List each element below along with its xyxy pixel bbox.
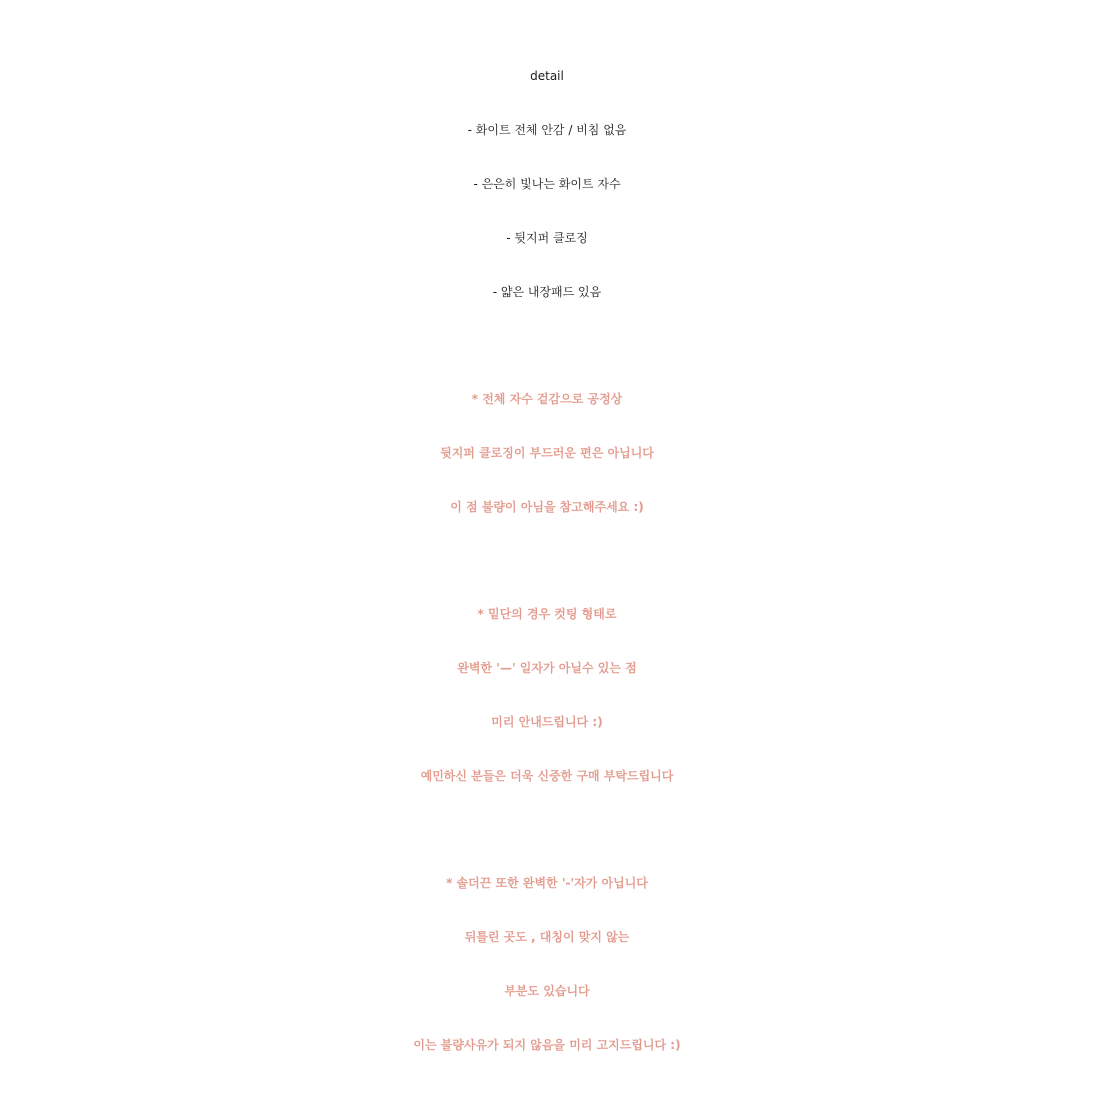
note-line: * 솔더끈 또한 완벽한 '-'자가 아닙니다 (446, 876, 648, 890)
detail-item-lining: - 화이트 전체 안감 / 비침 없음 (467, 123, 627, 137)
note-line: 미리 안내드립니다 :) (491, 715, 603, 729)
detail-title: detail (530, 69, 564, 83)
note-line: * 밑단의 경우 컷팅 형태로 (477, 607, 617, 621)
note-line: 이 점 불량이 아님을 참고해주세요 :) (450, 500, 644, 514)
note-line: * 전체 자수 겉감으로 공정상 (471, 392, 623, 406)
note-line: 부분도 있습니다 (504, 984, 590, 998)
detail-item-zipper: - 뒷지퍼 클로징 (506, 231, 588, 245)
note-line: 이는 불량사유가 되지 않음을 미리 고지드립니다 :) (413, 1038, 681, 1052)
note-line: 뒤틀린 곳도 , 대칭이 맞지 않는 (464, 930, 630, 944)
note-line: 뒷지퍼 클로징이 부드러운 편은 아닙니다 (440, 446, 654, 460)
note-line: 완벽한 '—' 일자가 아닐수 있는 점 (457, 661, 637, 675)
detail-item-embroidery: - 은은히 빛나는 화이트 자수 (473, 177, 621, 191)
note-line: 예민하신 분들은 더욱 신중한 구매 부탁드립니다 (420, 769, 674, 783)
detail-item-pad: - 얇은 내장패드 있음 (492, 285, 602, 299)
